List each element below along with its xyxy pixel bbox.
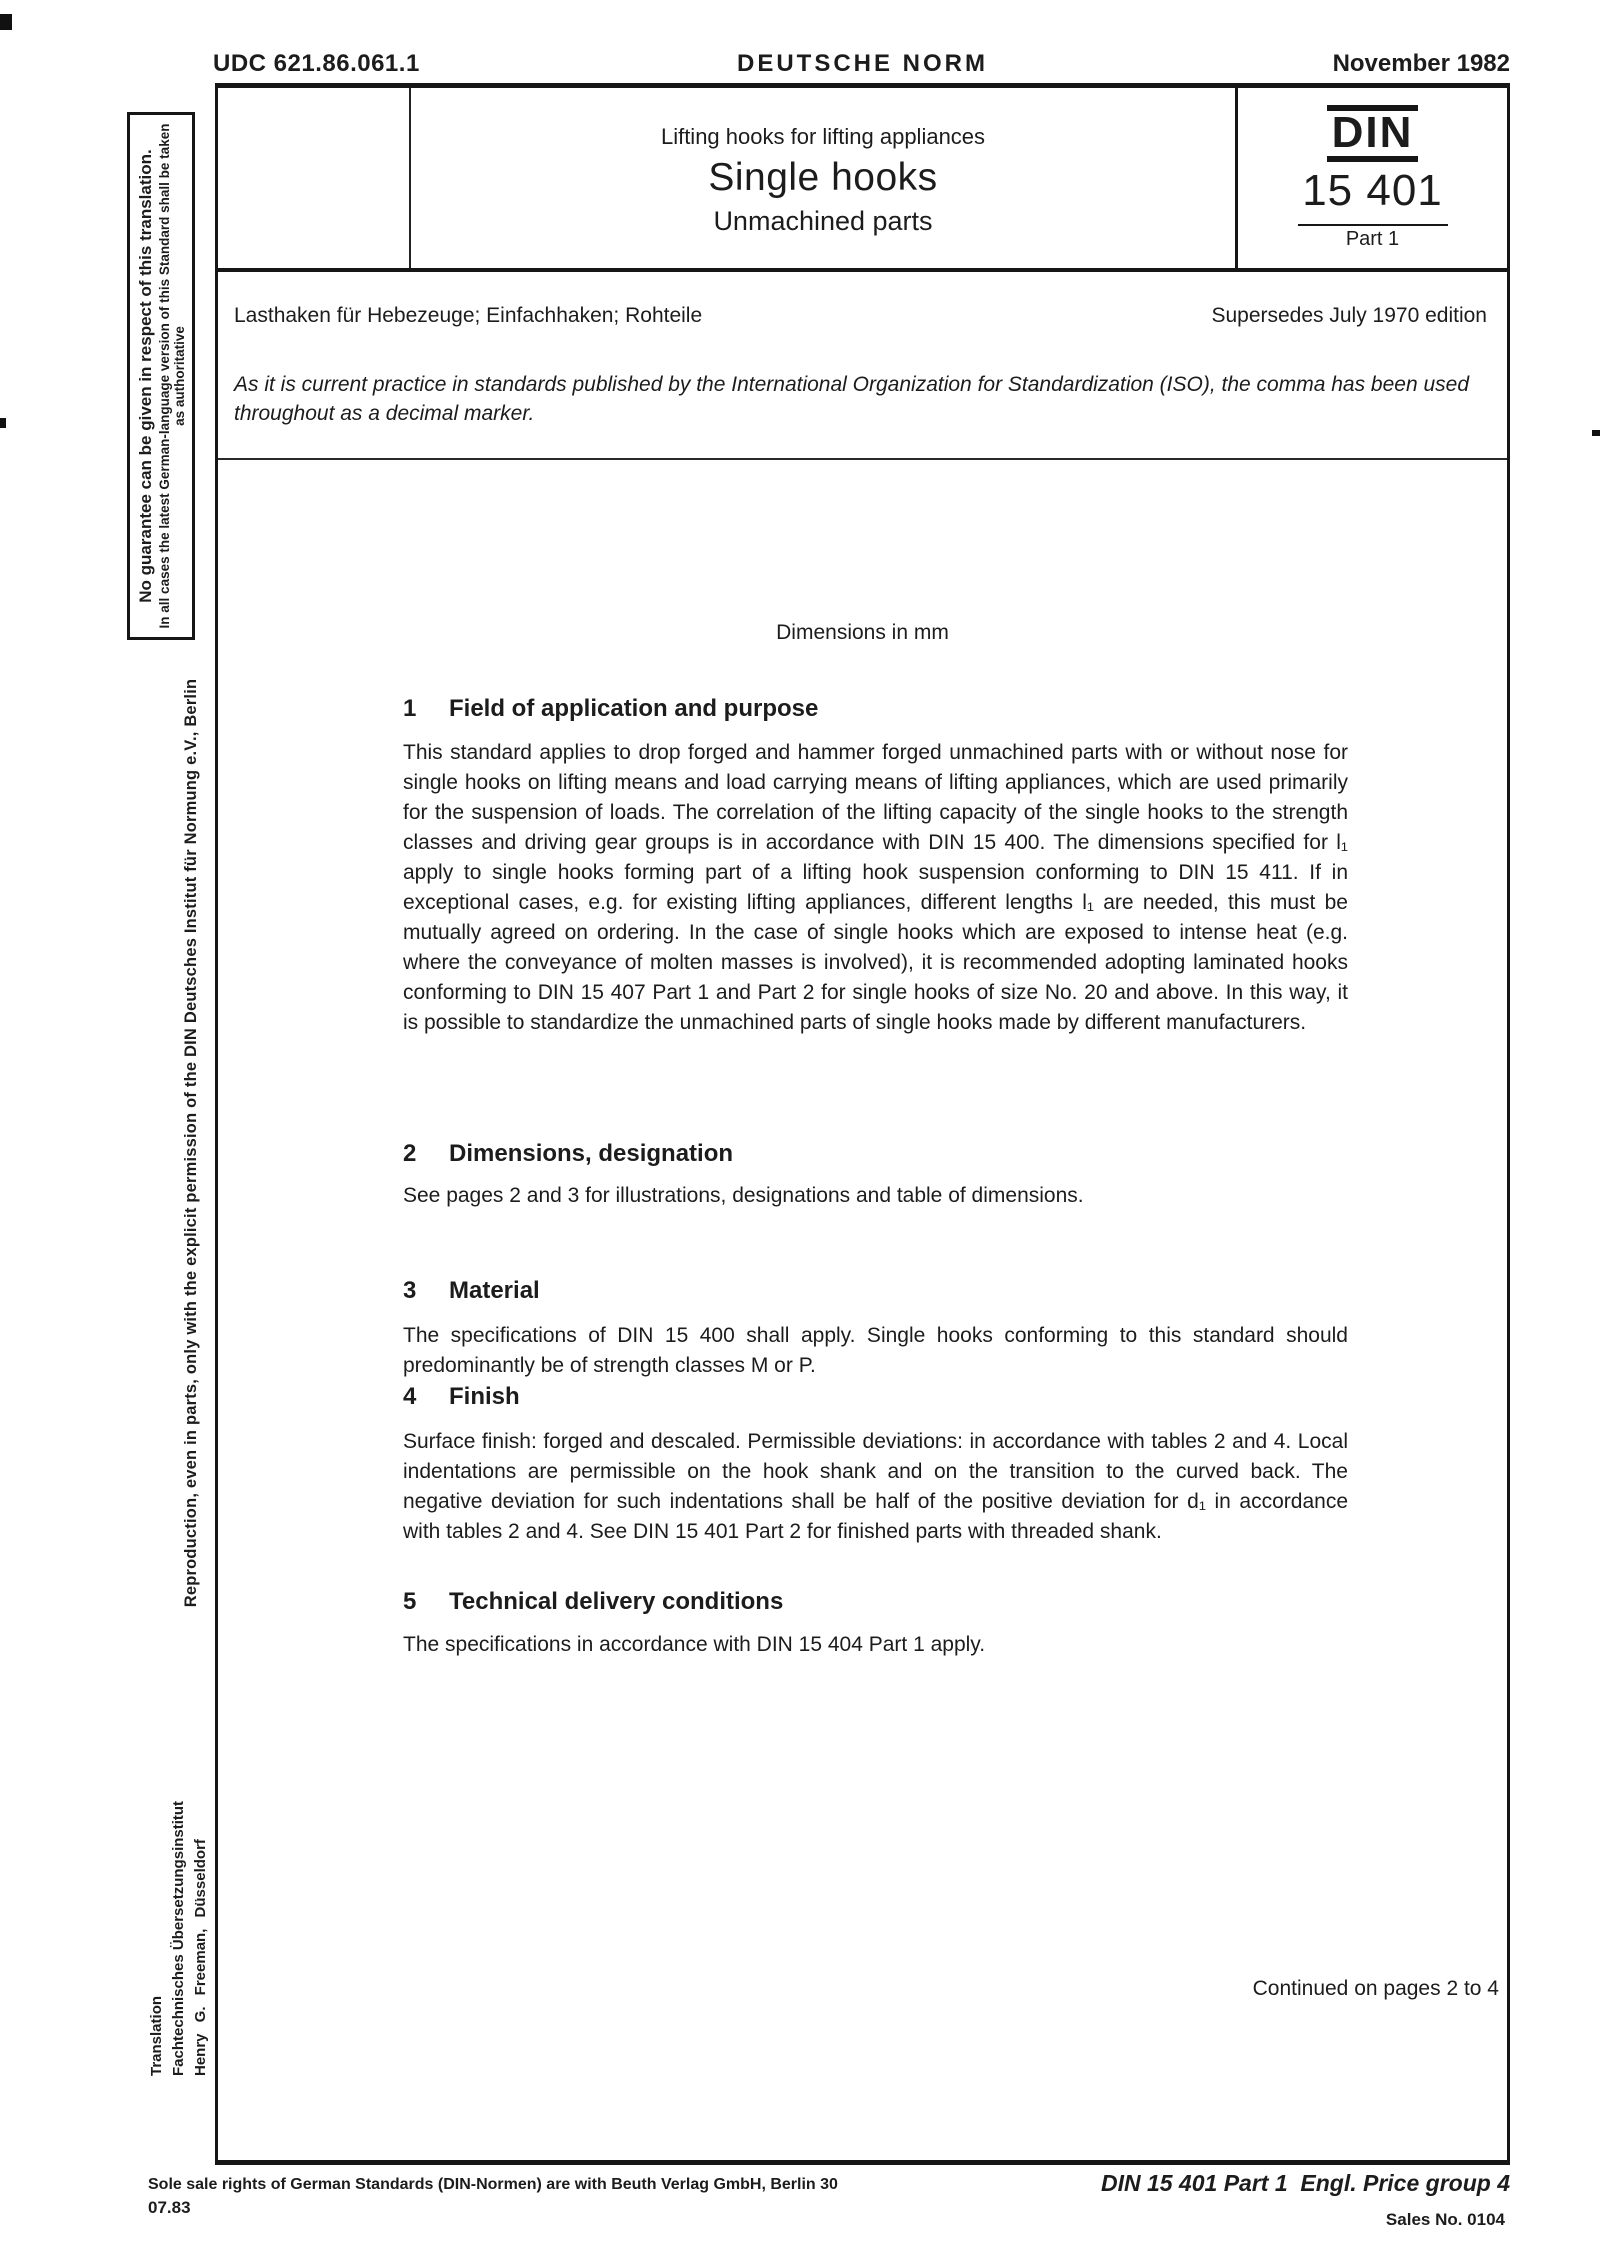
part-divider-rule [1298, 224, 1448, 226]
dimensions-note: Dimensions in mm [776, 621, 949, 644]
section-title: Material [449, 1277, 540, 1304]
din-logo: DIN [1327, 105, 1419, 162]
section-heading-3 [403, 1277, 540, 1305]
note-divider-rule [218, 458, 1507, 460]
reproduction-notice: Reproduction, even in parts, only with the explicit permission of the DIN Deutsches Institut für Normung e.V., Berlin [182, 678, 200, 1608]
section-heading-2 [403, 1140, 733, 1168]
issue-date: November 1982 [1332, 50, 1510, 77]
translation-disclaimer-text [130, 115, 192, 637]
translation-credit-line: Henry G. Freeman, Düsseldorf [192, 1839, 209, 2076]
scan-artifact [0, 14, 12, 30]
disclaimer-rest-line: In all cases the latest German-language version of this Standard shall be taken as authoritative [156, 123, 187, 629]
document-title: Single hooks [708, 155, 938, 199]
section-title: Dimensions, designation [449, 1140, 734, 1167]
section-heading-1 [403, 695, 818, 723]
title-block-empty-cell [218, 88, 411, 268]
document-subtitle: Unmachined parts [713, 205, 933, 236]
footer-edition-date: 07.83 [148, 2198, 191, 2217]
section-heading-4 [403, 1383, 520, 1411]
scan-artifact [1592, 430, 1600, 436]
section-body-2: See pages 2 and 3 for illustrations, designations and table of dimensions. [403, 1184, 1084, 1207]
footer-standard-reference: DIN 15 401 Part 1 Engl. Price group 4 [1100, 2170, 1510, 2196]
section-number: 1 [403, 695, 417, 722]
section-number: 2 [403, 1140, 417, 1167]
standard-number: 15 401 [1302, 165, 1443, 215]
translation-credit-line: Translation [148, 1995, 165, 2076]
standard-part: Part 1 [1345, 227, 1400, 250]
document-supertitle: Lifting hooks for lifting appliances [660, 123, 986, 149]
document-frame [215, 83, 1510, 2165]
scan-artifact [0, 418, 6, 428]
translation-disclaimer-box [127, 112, 195, 640]
section-number: 4 [403, 1383, 417, 1410]
udc-number: UDC 621.86.061.1 [213, 50, 420, 77]
iso-comma-note: As it is current practice in standards published by the International Organization for Standardization (ISO), the comma has been used throughout as a decimal marker. [234, 373, 1470, 425]
translation-credit-line: Fachtechnisches Übersetzungsinstitut [170, 1800, 187, 2076]
section-body-4: Surface finish: forged and descaled. Permissible deviations: in accordance with tables 2 and 4. Local indentations are permissible on the hook shank and on the transition to the curved back. The negative deviation for such indentations shall be half of the positive deviation for d₁ in accordance with tables 2 and 4. See DIN 15 401 Part 2 for finished parts with threaded shank. [403, 1430, 1348, 1543]
section-heading-5 [403, 1588, 783, 1616]
section-number: 3 [403, 1277, 417, 1304]
section-number: 5 [403, 1588, 417, 1615]
din-number-box [1235, 88, 1507, 268]
continued-note: Continued on pages 2 to 4 [1252, 1977, 1499, 2000]
section-title: Finish [449, 1383, 520, 1410]
supersedes-note: Supersedes July 1970 edition [1211, 304, 1487, 327]
section-title: Field of application and purpose [449, 695, 819, 722]
section-body-5: The specifications in accordance with DIN 15 404 Part 1 apply. [403, 1633, 986, 1656]
disclaimer-bold-line: No guarantee can be given in respect of this translation. [135, 149, 155, 603]
section-title: Technical delivery conditions [449, 1588, 784, 1615]
deutsche-norm-label: DEUTSCHE NORM [736, 50, 988, 77]
section-body-1: This standard applies to drop forged and hammer forged unmachined parts with or without nose for single hooks on lifting means and load carrying means of lifting appliances, which are used primarily for the suspension of loads. The correlation of the lifting capacity of the single hooks to the strength classes and driving gear groups is in accordance with DIN 15 400. The dimensions specified for l₁ apply to single hooks forming part of a lifting hook suspension conforming to DIN 15 411. If in exceptional cases, e.g. for existing lifting appliances, different lengths l₁ are needed, this must be mutually agreed on ordering. In the case of single hooks which are exposed to intense heat (e.g. where the conveyance of molten masses is involved), it is recommended adopting laminated hooks conforming to DIN 15 407 Part 1 and Part 2 for single hooks of size No. 20 and above. In this way, it is possible to standardize the unmachined parts of single hooks made by different manufacturers. [403, 741, 1348, 1034]
footer-sale-rights: Sole sale rights of German Standards (DIN-Normen) are with Beuth Verlag GmbH, Berlin 30 [148, 2176, 838, 2193]
footer-sales-number: Sales No. 0104 [1385, 2210, 1505, 2229]
german-title: Lasthaken für Hebezeuge; Einfachhaken; Rohteile [234, 304, 703, 327]
title-block-titles [411, 88, 1235, 268]
section-body-3: The specifications of DIN 15 400 shall apply. Single hooks conforming to this standard should predominantly be of strength classes M or P. [403, 1324, 1348, 1377]
translation-credit [146, 1751, 214, 2076]
title-block [218, 88, 1507, 272]
